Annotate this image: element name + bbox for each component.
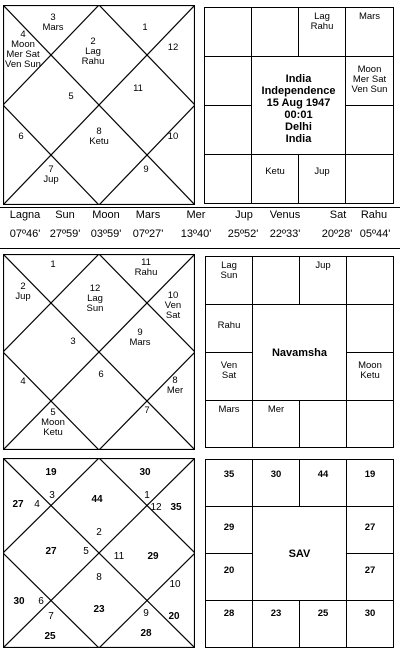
rasi-north-chart [3,5,195,205]
sav-grid-cell: 44 [299,459,347,507]
sav-points-house-7: 25 [44,631,56,642]
rasi-grid-cell [204,56,252,106]
position-header: Sun [55,209,75,221]
sav-grid-cell: 27 [346,506,394,554]
navamsha-grid-cell [346,400,394,448]
navamsha-house-8: 8 Mer [166,375,184,396]
navamsha-grid-cell: Mer [252,400,300,448]
position-value: 13º40' [180,228,212,240]
rasi-house-12: 12 [167,42,179,53]
rasi-grid-cell: Ketu [251,154,299,204]
navamsha-grid-cell [252,256,300,305]
sav-grid-cell: 35 [205,459,253,507]
navamsha-grid-cell: Jup [299,256,347,305]
positions-bottom-rule [0,248,400,249]
sav-points-house-2: 44 [91,494,103,505]
sav-points-house-6: 30 [13,596,25,607]
rasi-center-panel [251,56,346,155]
sav-points-house-11: 29 [147,551,159,562]
navamsha-grid-cell: Lag Sun [205,256,253,305]
rasi-grid-cell [204,105,252,155]
sav-points-house-9: 28 [140,628,152,639]
sav-points-house-10: 20 [168,611,180,622]
rasi-house-5: 5 [68,91,74,102]
rasi-house-2: 2 Lag Rahu [81,36,105,67]
sav-grid-cell: 30 [252,459,300,507]
navamsha-house-5: 5 Moon Ketu [41,407,65,438]
sav-grid-cell: 28 [205,600,253,648]
rasi-grid-cell [345,105,394,155]
sav-house-1: 1 [144,490,150,501]
sav-south-chart [205,459,394,648]
rasi-south-chart [204,7,394,204]
rasi-grid-cell: Jup [298,154,346,204]
sav-house-11: 11 [113,551,125,562]
sav-grid-cell: 19 [346,459,394,507]
navamsha-house-2: 2 Jup [15,281,31,302]
sav-house-2: 2 [96,527,102,538]
navamsha-house-12: 12 Lag Sun [86,283,104,314]
navamsha-house-9: 9 Mars [129,327,151,348]
rasi-house-10: 10 [167,131,179,142]
sav-house-8: 8 [96,572,102,583]
position-header: Lagna [9,209,41,221]
sav-grid-cell: 29 [205,506,253,554]
rasi-grid-cell [204,154,252,204]
rasi-grid-cell: Moon Mer Sat Ven Sun [345,56,394,106]
position-header: Rahu [360,209,388,221]
rasi-house-8: 8 Ketu [89,126,109,147]
navamsha-south-chart [205,256,394,448]
sav-grid-cell: 27 [346,553,394,601]
sav-house-6: 6 [38,596,44,607]
sav-center-text: SAV [288,548,311,560]
planet-positions-table [0,207,400,247]
navamsha-house-4: 4 [20,376,26,387]
navamsha-grid-cell: Ven Sat [205,352,253,401]
navamsha-grid-cell [346,304,394,353]
sav-house-3: 3 [49,490,55,501]
rasi-house-3: 3 Mars [42,12,64,33]
sav-chart-lines [3,458,195,648]
rasi-grid-cell [345,154,394,204]
navamsha-north-chart [3,254,195,450]
position-header: Moon [92,209,120,221]
navamsha-house-1: 1 [50,259,56,270]
rasi-house-4: 4 Moon Mer Sat Ven Sun [5,29,41,70]
position-header: Mer [186,209,206,221]
position-value: 22º33' [269,228,301,240]
sav-north-chart [3,458,195,648]
position-value: 07º27' [132,228,164,240]
rasi-house-11: 11 [133,83,143,94]
sav-points-house-5: 27 [45,546,57,557]
sav-center-panel [252,506,347,601]
rasi-house-7: 7 Jup [43,164,59,185]
position-header: Sat [329,209,347,221]
sav-points-house-8: 23 [93,604,105,615]
rasi-grid-cell [204,7,252,57]
position-value: 07º46' [9,228,41,240]
navamsha-grid-cell: Rahu [205,304,253,353]
rasi-house-1: 1 [142,22,148,33]
sav-grid-cell: 20 [205,553,253,601]
sav-house-5: 5 [83,546,89,557]
navamsha-grid-cell: Moon Ketu [346,352,394,401]
navamsha-house-7: 7 [144,405,150,416]
rasi-house-9: 9 [143,164,149,175]
navamsha-house-6: 6 [98,369,104,380]
sav-grid-cell: 30 [346,600,394,648]
position-header: Venus [269,209,301,221]
sav-points-house-1: 30 [139,467,151,478]
sav-house-4: 4 [34,499,40,510]
navamsha-center-panel [252,304,347,401]
navamsha-grid-cell [299,400,347,448]
position-header: Mars [135,209,161,221]
rasi-grid-cell: Mars [345,7,394,57]
position-value: 25º52' [227,228,259,240]
rasi-grid-cell [251,7,299,57]
sav-house-10: 10 [169,579,181,590]
position-value: 03º59' [90,228,122,240]
rasi-center-text: India Independence 15 Aug 1947 00:01 Delhi India [261,73,336,145]
sav-points-house-12: 35 [170,502,182,513]
position-value: 27º59' [49,228,81,240]
navamsha-grid-cell [346,256,394,305]
rasi-house-6: 6 [18,131,24,142]
sav-points-house-4: 27 [12,499,24,510]
navamsha-house-3: 3 [70,336,76,347]
position-header: Jup [235,209,253,221]
sav-points-house-3: 19 [45,467,57,478]
navamsha-center-text: Navamsha [271,347,328,359]
sav-grid-cell: 25 [299,600,347,648]
rasi-grid-cell: Lag Rahu [298,7,346,57]
position-value: 05º44' [359,228,391,240]
sav-house-9: 9 [143,608,149,619]
sav-house-12: 12 [150,502,162,513]
position-value: 20º28' [321,228,353,240]
sav-house-7: 7 [48,611,54,622]
navamsha-house-10: 10 Ven Sat [164,290,182,321]
navamsha-house-11: 11 Rahu [134,257,158,278]
navamsha-grid-cell: Mars [205,400,253,448]
sav-grid-cell: 23 [252,600,300,648]
